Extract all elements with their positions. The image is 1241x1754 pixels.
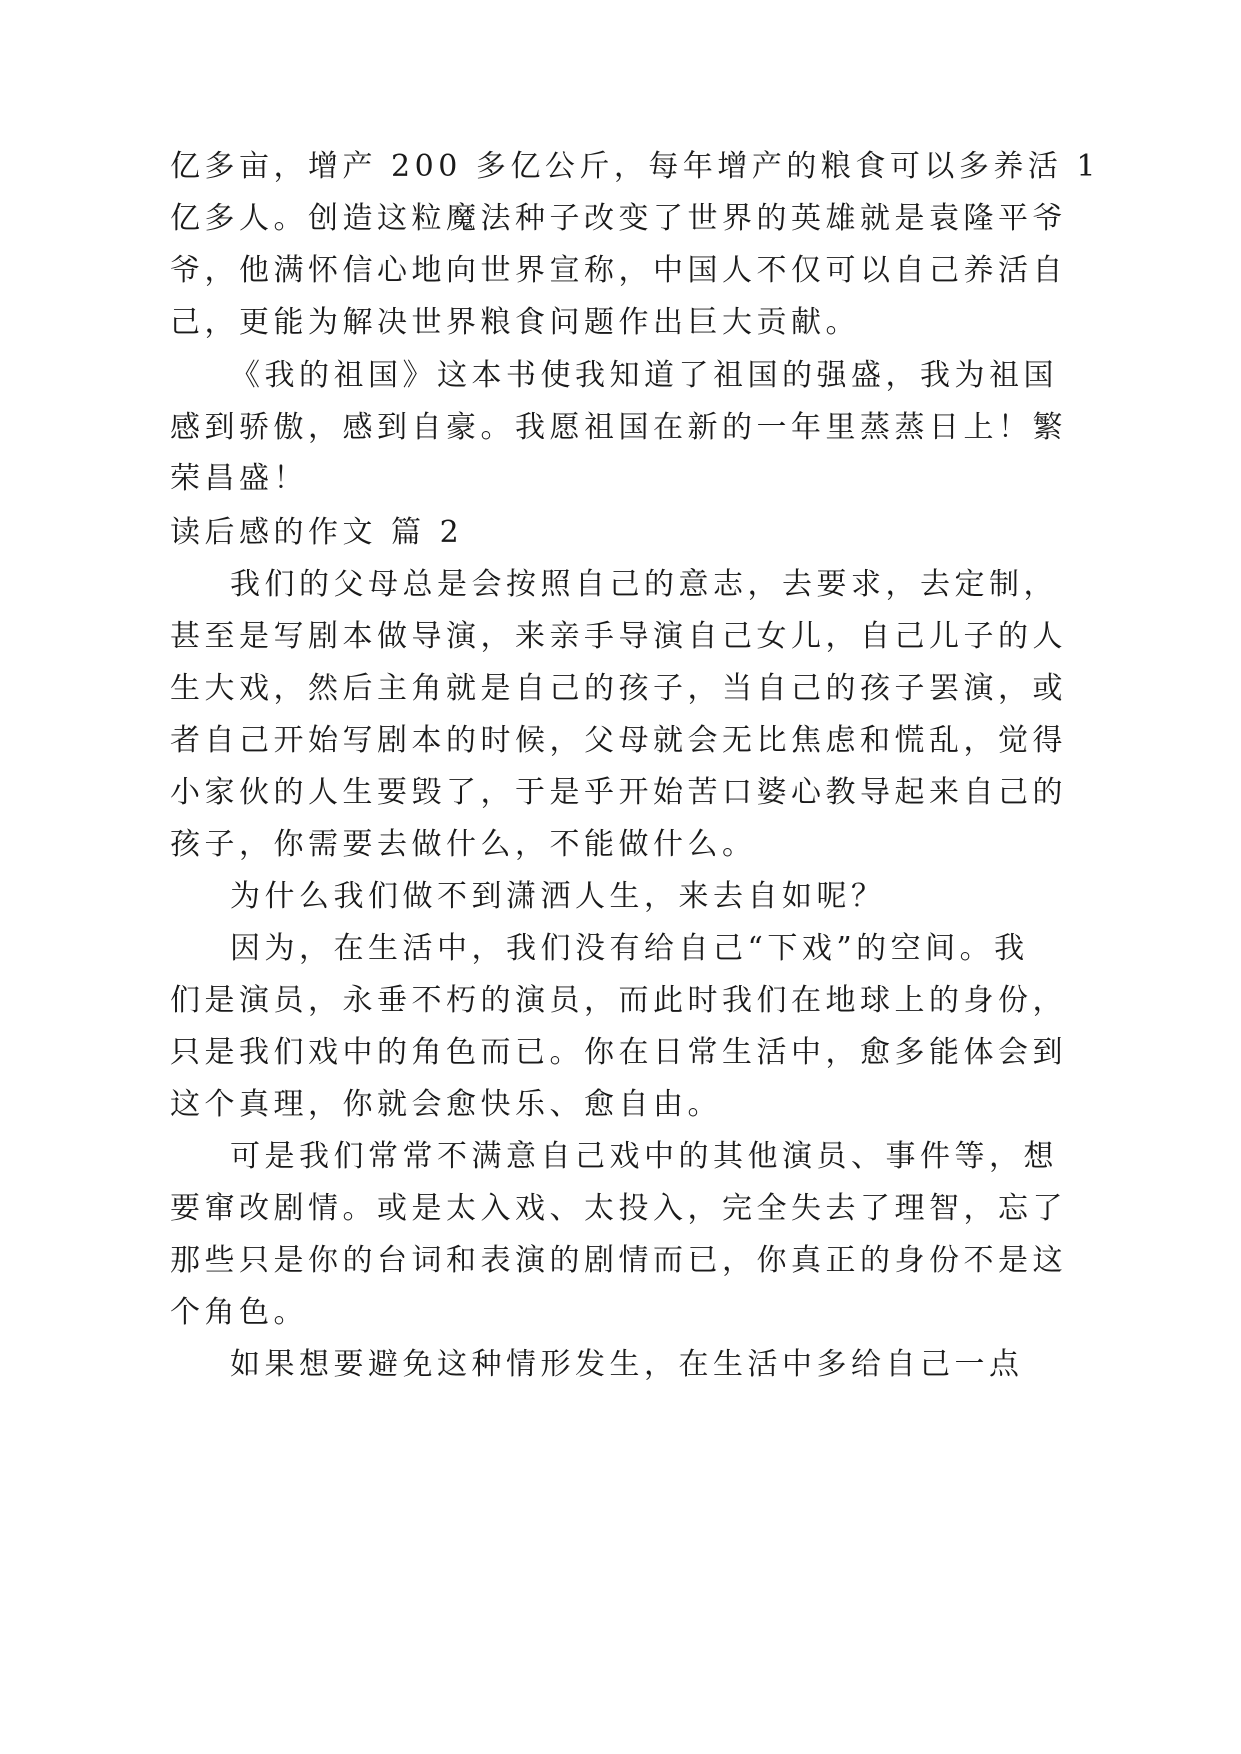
paragraph-line: 为什么我们做不到潇洒人生，来去自如呢？ [230, 879, 886, 914]
paragraph-line: 者自己开始写剧本的时候，父母就会无比焦虑和慌乱，觉得 [170, 723, 1067, 758]
paragraph-line: 小家伙的人生要毁了，于是乎开始苦口婆心教导起来自己的 [170, 775, 1067, 810]
paragraph-line: 那些只是你的台词和表演的剧情而已，你真正的身份不是这 [170, 1243, 1067, 1278]
paragraph-line: 因为，在生活中，我们没有给自己“下戏”的空间。我 [230, 931, 1029, 966]
paragraph-line: 亿多人。创造这粒魔法种子改变了世界的英雄就是袁隆平爷 [170, 201, 1067, 236]
paragraph-line: 这个真理，你就会愈快乐、愈自由。 [170, 1087, 722, 1122]
paragraph-line: 个角色。 [170, 1295, 308, 1330]
paragraph-line: 亿多亩，增产 200 多亿公斤，每年增产的粮食可以多养活 1 [170, 149, 1100, 184]
paragraph-line: 荣昌盛！ [170, 461, 308, 496]
paragraph-line: 《我的祖国》这本书使我知道了祖国的强盛，我为祖国 [230, 358, 1058, 393]
paragraph-line: 生大戏，然后主角就是自己的孩子，当自己的孩子罢演，或 [170, 671, 1067, 706]
paragraph-line: 要窜改剧情。或是太入戏、太投入，完全失去了理智，忘了 [170, 1191, 1067, 1226]
paragraph-line: 我们的父母总是会按照自己的意志，去要求，去定制， [230, 567, 1058, 602]
section-heading: 读后感的作文 篇 2 [170, 515, 464, 550]
paragraph-line: 感到骄傲，感到自豪。我愿祖国在新的一年里蒸蒸日上！繁 [170, 410, 1067, 445]
paragraph-line: 可是我们常常不满意自己戏中的其他演员、事件等，想 [230, 1139, 1058, 1174]
paragraph-line: 孩子，你需要去做什么，不能做什么。 [170, 827, 757, 862]
paragraph-line: 们是演员，永垂不朽的演员，而此时我们在地球上的身份， [170, 983, 1067, 1018]
paragraph-line: 甚至是写剧本做导演，来亲手导演自己女儿，自己儿子的人 [170, 619, 1067, 654]
paragraph-line: 爷，他满怀信心地向世界宣称，中国人不仅可以自己养活自 [170, 253, 1067, 288]
paragraph-line: 如果想要避免这种情形发生，在生活中多给自己一点 [230, 1347, 1024, 1382]
paragraph-line: 只是我们戏中的角色而已。你在日常生活中，愈多能体会到 [170, 1035, 1067, 1070]
paragraph-line: 己，更能为解决世界粮食问题作出巨大贡献。 [170, 305, 860, 340]
